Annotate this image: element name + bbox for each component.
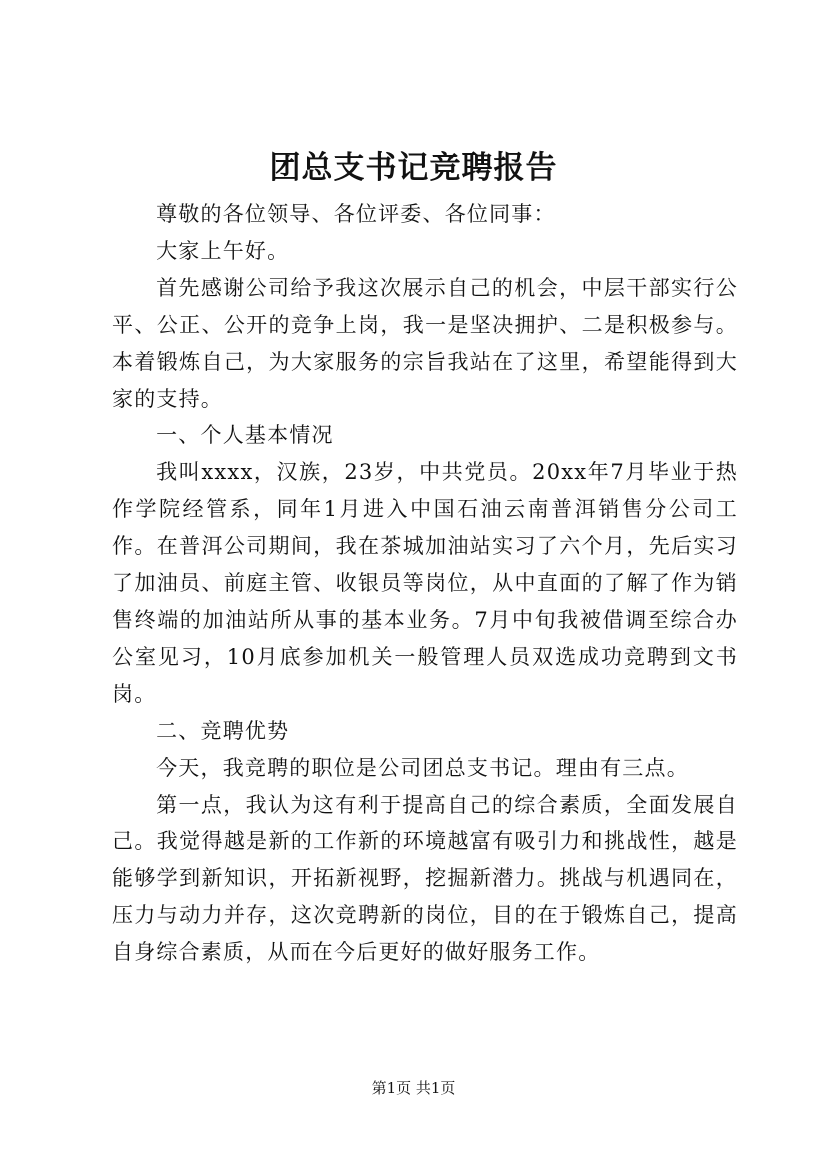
position-paragraph: 今天，我竞聘的职位是公司团总支书记。理由有三点。	[156, 755, 689, 780]
section-heading-personal-info: 一、个人基本情况	[156, 423, 334, 448]
document-title: 团总支书记竞聘报告	[269, 150, 558, 186]
greeting-paragraph: 大家上午好。	[156, 238, 290, 263]
intro-paragraph: 首先感谢公司给予我这次展示自己的机会，中层干部实行公平、公正、公开的竞争上岗，我一是坚决拥护、二是积极参与。本着锻炼自己，为大家服务的宗旨我站在了这里，希望能得到大家的支持。	[112, 275, 738, 411]
section-heading-advantages: 二、竞聘优势	[156, 718, 290, 743]
page-footer: 第1页 共1页	[371, 1079, 456, 1097]
reason-one-paragraph: 第一点，我认为这有利于提高自己的综合素质，全面发展自己。我觉得越是新的工作新的环境越富有吸引力和挑战性，越是能够学到新知识，开拓新视野，挖掘新潜力。挑战与机遇同在，压力与动力并存，这次竞聘新的岗位，目的在于锻炼自己，提高自身综合素质，从而在今后更好的做好服务工作。	[112, 792, 738, 965]
document-body	[112, 196, 738, 971]
salutation-paragraph: 尊敬的各位领导、各位评委、各位同事：	[156, 202, 556, 226]
personal-info-paragraph: 我叫xxxx，汉族，23岁，中共党员。20xx年7月毕业于热作学院经管系，同年1月进入中国石油云南普洱销售分公司工作。在普洱公司期间，我在茶城加油站实习了六个月，先后实习了加油员、前庭主管、收银员等岗位，从中直面的了解了作为销售终端的加油站所从事的基本业务。7月中旬我被借调至综合办公室见习，10月底参加机关一般管理人员双选成功竞聘到文书岗。	[112, 460, 738, 706]
